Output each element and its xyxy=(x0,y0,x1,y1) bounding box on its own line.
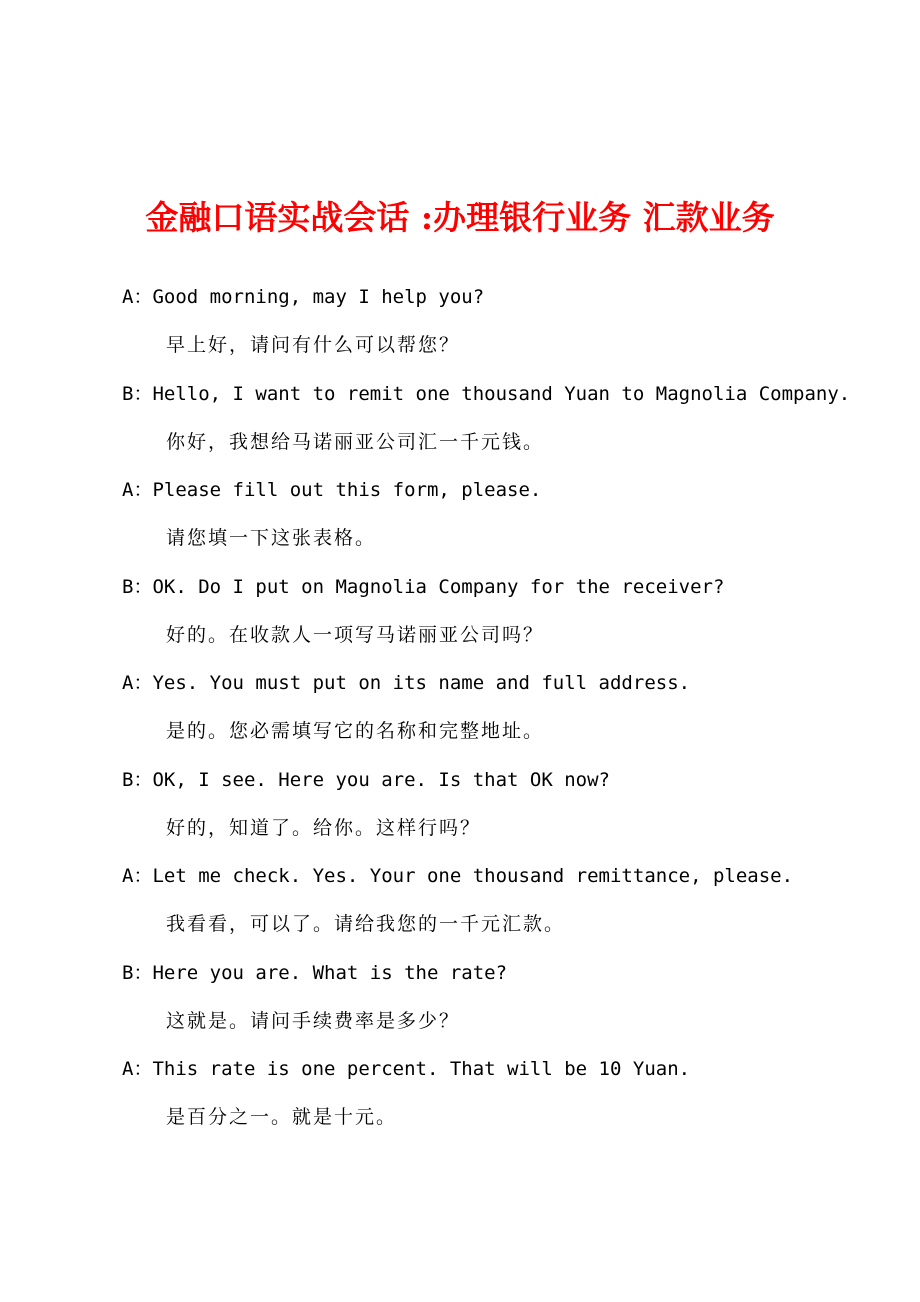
dialogue-turn xyxy=(122,666,882,763)
dialogue xyxy=(122,280,882,1149)
dialogue-turn xyxy=(122,377,882,474)
dialogue-turn xyxy=(122,1052,882,1149)
dialogue-turn xyxy=(122,763,882,860)
dialogue-turn xyxy=(122,956,882,1053)
chinese-line: 好的，知道了。给你。这样行吗？ xyxy=(166,816,482,839)
english-line: B：OK. Do I put on Magnolia Company for the receiver? xyxy=(122,575,725,598)
chinese-line: 我看看，可以了。请给我您的一千元汇款。 xyxy=(166,913,566,935)
chinese-line: 你好，我想给马诺丽亚公司汇一千元钱。 xyxy=(166,430,545,453)
english-line: A：This rate is one percent. That will be 10 Yuan. xyxy=(122,1058,691,1080)
english-line: A：Yes. You must put on its name and full address. xyxy=(122,672,691,694)
english-line: B：OK, I see. Here you are. Is that OK now? xyxy=(122,768,610,791)
chinese-line: 是百分之一。就是十元。 xyxy=(166,1106,398,1128)
english-line: A：Please fill out this form, please. xyxy=(122,479,542,501)
dialogue-turn xyxy=(122,859,882,956)
chinese-line: 好的。在收款人一项写马诺丽亚公司吗？ xyxy=(166,623,545,646)
english-line: A：Let me check. Yes. Your one thousand remittance, please. xyxy=(122,865,794,887)
document-title: 金融口语实战会话 :办理银行业务 汇款业务 xyxy=(145,198,775,237)
english-line: B：Hello, I want to remit one thousand Yuan to Magnolia Company. xyxy=(122,382,851,405)
english-line: B：Here you are. What is the rate? xyxy=(122,961,508,984)
chinese-line: 请您填一下这张表格。 xyxy=(166,527,377,549)
english-line: A：Good morning, may I help you? xyxy=(122,286,485,308)
chinese-line: 这就是。请问手续费率是多少？ xyxy=(166,1009,461,1032)
dialogue-turn xyxy=(122,473,882,570)
dialogue-turn xyxy=(122,570,882,667)
chinese-line: 是的。您必需填写它的名称和完整地址。 xyxy=(166,720,545,742)
dialogue-turn xyxy=(122,280,882,377)
chinese-line: 早上好，请问有什么可以帮您？ xyxy=(166,334,461,356)
